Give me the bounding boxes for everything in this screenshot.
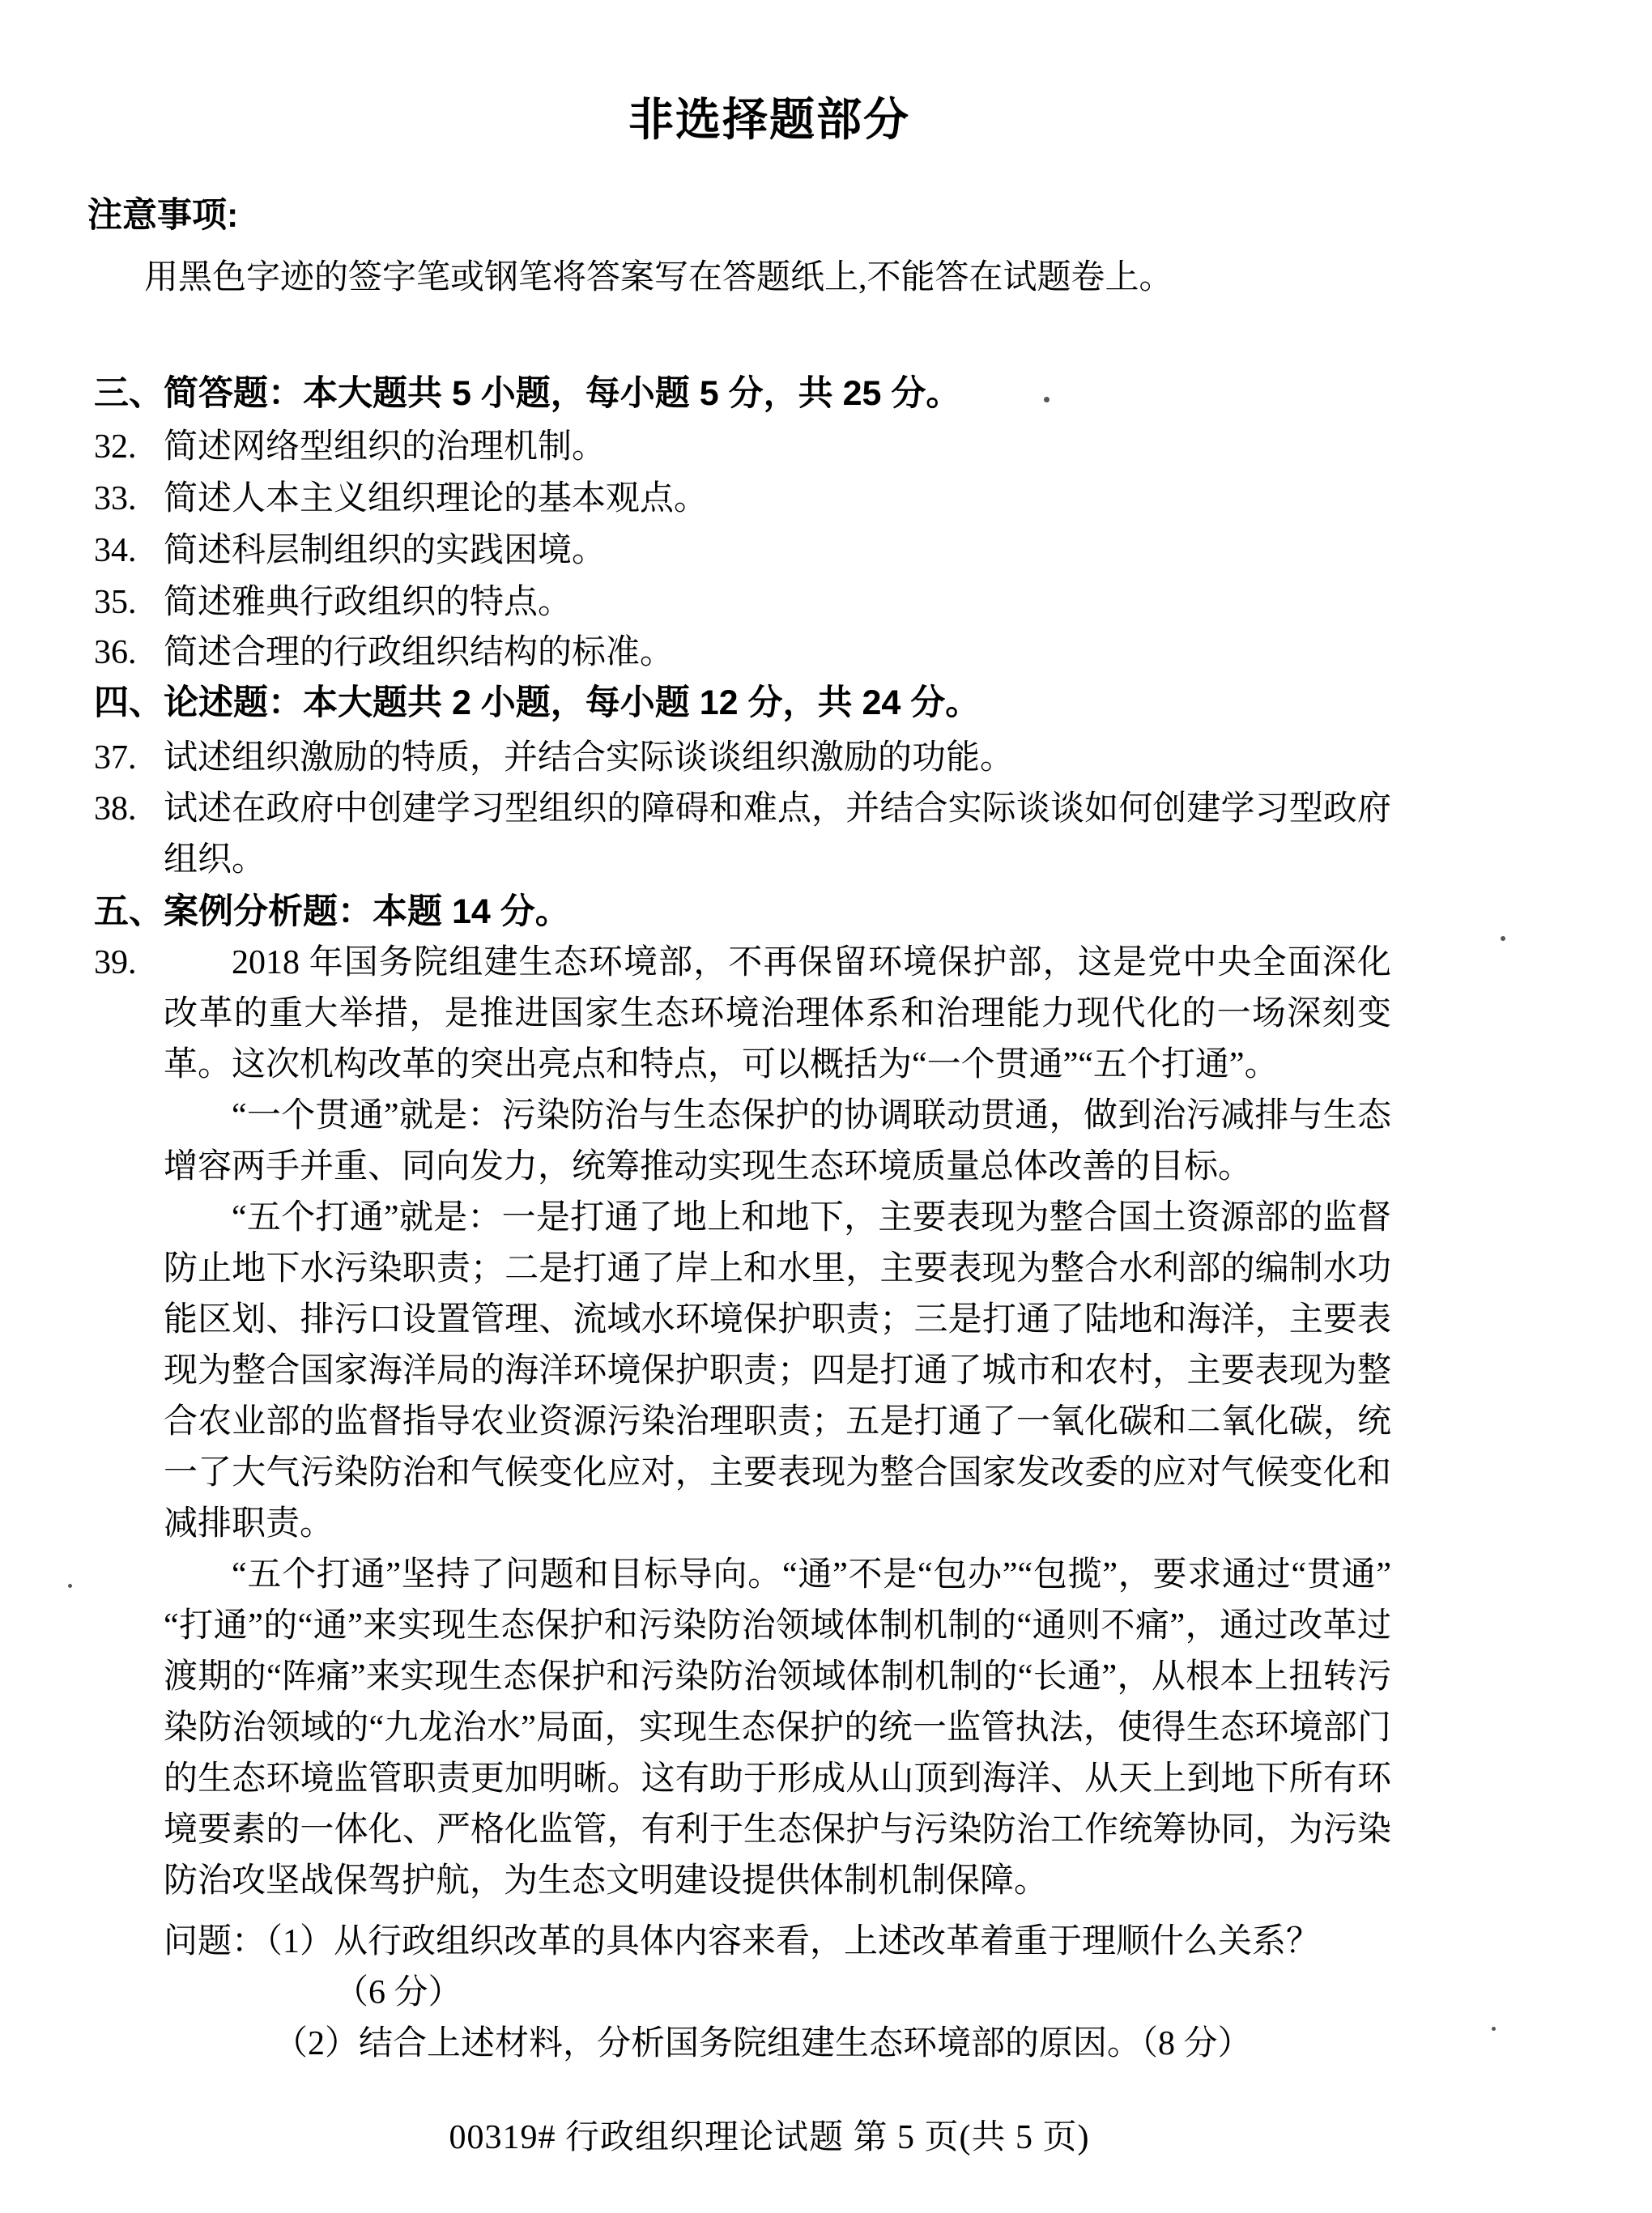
notice-label: 注意事项:	[87, 196, 239, 235]
page-footer: 00319# 行政组织理论试题 第 5 页(共 5 页)	[449, 2119, 1090, 2156]
item-text: 试述组织激励的特质，并结合实际谈谈组织激励的功能。	[164, 739, 1015, 777]
page-title: 非选择题部分	[628, 94, 910, 145]
section-number: 四、	[94, 683, 164, 722]
scan-speck	[68, 1584, 72, 1588]
question-item-34	[94, 526, 1391, 577]
case-question-1-score: （6 分）	[334, 1974, 462, 2011]
scan-speck	[1492, 2027, 1496, 2031]
section-heading-5	[94, 887, 570, 938]
item-text: 简述雅典行政组织的特点。	[164, 584, 573, 621]
case-question-1: 问题：（1）从行政组织改革的具体内容来看，上述改革着重于理顺什么关系？	[164, 1923, 1321, 1960]
question-item-32	[94, 422, 1391, 473]
item-text: 简述人本主义组织理论的基本观点。	[164, 480, 709, 517]
section-number: 五、	[94, 892, 164, 931]
section-number: 三、	[94, 374, 164, 413]
item-text: 简述科层制组织的实践困境。	[164, 532, 607, 569]
item-number: 35.	[94, 584, 137, 621]
case-item-number: 39.	[94, 944, 137, 981]
question-item-37	[94, 733, 1391, 784]
case-paragraph: “五个打通”坚持了问题和目标导向。“通”不是“包办”“包揽”，要求通过“贯通”“打通”的“通”来实现生态保护和污染防治领域体制机制的“通则不痛”，通过改革过渡期的“阵痛”来实现生态保护和污染防治领域体制机制的“长通”，从根本上扭转污染防治领域的“九龙治水”局面，实现生态保护的统一监管执法，使得生态环境部门的生态环境监管职责更加明晰。这有助于形成从山顶到海洋、从天上到地下所有环境要素的一体化、严格化监管，有利于生态保护与污染防治工作统筹协同，为污染防治攻坚战保驾护航，为生态文明建设提供体制机制保障。	[164, 1556, 1391, 1900]
section-heading-3	[94, 368, 960, 419]
question-item-35	[94, 577, 1391, 628]
section-title: 论述题：本大题共 2 小题，每小题 12 分，共 24 分。	[164, 683, 981, 722]
question-item-38	[94, 784, 1391, 886]
item-number: 33.	[94, 480, 137, 517]
scan-speck	[1501, 936, 1505, 941]
item-text: 简述网络型组织的治理机制。	[164, 428, 607, 466]
scan-speck	[1044, 397, 1050, 402]
case-paragraph: “五个打通”就是：一是打通了地上和地下，主要表现为整合国土资源部的监督防止地下水污染职责；二是打通了岸上和水里，主要表现为整合水利部的编制水功能区划、排污口设置管理、流域水环境保护职责；三是打通了陆地和海洋，主要表现为整合国家海洋局的海洋环境保护职责；四是打通了城市和农村，主要表现为整合农业部的监督指导农业资源污染治理职责；五是打通了一氧化碳和二氧化碳，统一了大气污染防治和气候变化应对，主要表现为整合国家发改委的应对气候变化和减排职责。	[164, 1199, 1391, 1543]
notice-text: 用黑色字迹的签字笔或钢笔将答案写在答题纸上,不能答在试题卷上。	[144, 259, 1173, 296]
section-title: 案例分析题：本题 14 分。	[164, 892, 570, 931]
item-number: 37.	[94, 739, 137, 777]
item-text: 试述在政府中创建学习型组织的障碍和难点，并结合实际谈谈如何创建学习型政府组织。	[164, 790, 1391, 879]
section-heading-4	[94, 678, 980, 729]
question-item-36	[94, 628, 1391, 679]
question-item-33	[94, 474, 1391, 525]
item-number: 34.	[94, 532, 137, 569]
item-number: 38.	[94, 790, 137, 828]
case-paragraph: 2018 年国务院组建生态环境部，不再保留环境保护部，这是党中央全面深化改革的重大举措，是推进国家生态环境治理体系和治理能力现代化的一场深刻变革。这次机构改革的突出亮点和特点，可以概括为“一个贯通”“五个打通”。	[164, 944, 1391, 1083]
case-paragraph: “一个贯通”就是：污染防治与生态保护的协调联动贯通，做到治污减排与生态增容两手并重、同向发力，统筹推动实现生态环境质量总体改善的目标。	[164, 1097, 1391, 1185]
case-text-block	[164, 938, 1391, 2070]
case-question-2: （2）结合上述材料，分析国务院组建生态环境部的原因。（8 分）	[274, 2025, 1252, 2062]
item-text: 简述合理的行政组织结构的标准。	[164, 634, 675, 671]
item-number: 32.	[94, 428, 137, 466]
section-title: 简答题：本大题共 5 小题，每小题 5 分，共 25 分。	[164, 374, 961, 413]
item-number: 36.	[94, 634, 137, 671]
